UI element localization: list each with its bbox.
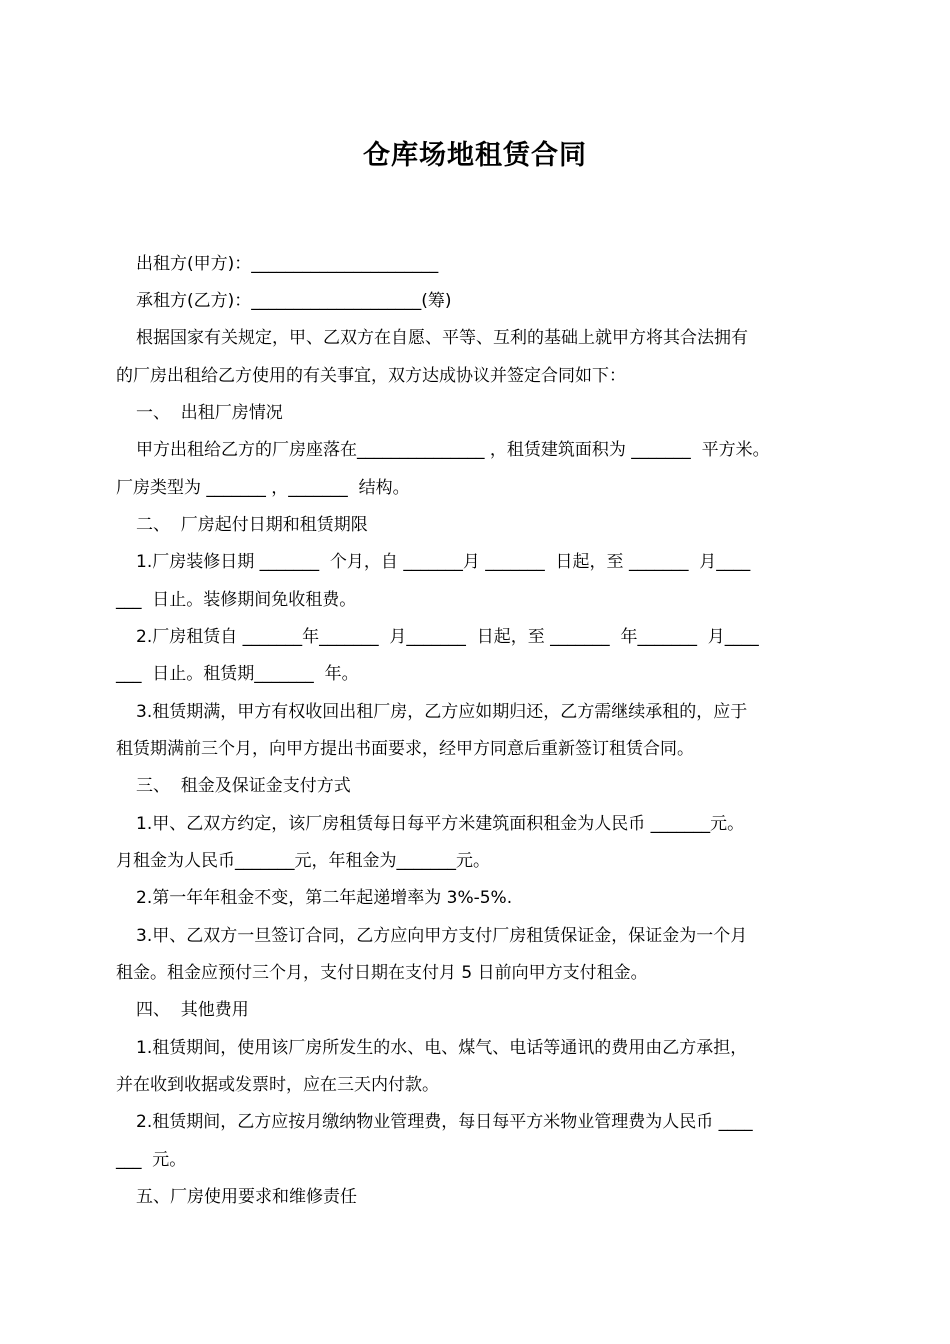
paragraph-line: 租赁期满前三个月，向甲方提出书面要求，经甲方同意后重新签订租赁合同。: [116, 739, 694, 759]
paragraph-line: 1.甲、乙双方约定，该厂房租赁每日每平方米建筑面积租金为人民币 _______元。: [136, 814, 745, 834]
paragraph-line: 2.租赁期间，乙方应按月缴纳物业管理费，每日每平方米物业管理费为人民币 ____: [136, 1112, 753, 1132]
paragraph-line: 1.租赁期间，使用该厂房所发生的水、电、煤气、电话等通讯的费用由乙方承担，: [136, 1038, 748, 1058]
lessee-line: 承租方(乙方)：____________________(筹): [136, 291, 452, 311]
paragraph-line: 厂房类型为 _______ ，_______ 结构。: [116, 478, 410, 498]
paragraph-line: 2.第一年年租金不变，第二年起递增率为 3%-5%.: [136, 888, 513, 908]
paragraph-line: 1.厂房装修日期 _______ 个月，自 _______月 _______ 日起，至 _______ 月____: [136, 552, 751, 572]
paragraph-line: 甲方出租给乙方的厂房座落在_______________ ，租赁建筑面积为 _______ 平方米。: [136, 440, 770, 460]
paragraph-line: 租金。租金应预付三个月，支付日期在支付月 5 日前向甲方支付租金。: [116, 963, 648, 983]
paragraph-line: 并在收到收据或发票时，应在三天内付款。: [116, 1075, 439, 1095]
section-heading-2: 二、 厂房起付日期和租赁期限: [136, 515, 368, 535]
paragraph-line: 3.甲、乙双方一旦签订合同，乙方应向甲方支付厂房租赁保证金，保证金为一个月: [136, 926, 748, 946]
section-heading-3: 三、 租金及保证金支付方式: [136, 776, 351, 796]
preamble-line-1: 根据国家有关规定，甲、乙双方在自愿、平等、互利的基础上就甲方将其合法拥有: [136, 328, 748, 348]
preamble-line-2: 的厂房出租给乙方使用的有关事宜，双方达成协议并签定合同如下：: [116, 366, 626, 386]
lessor-line: 出租方(甲方)：______________________: [136, 254, 439, 274]
document-title: 仓库场地租赁合同: [363, 140, 587, 171]
paragraph-line: ___ 元。: [116, 1150, 187, 1170]
paragraph-line: 月租金为人民币_______元，年租金为_______元。: [116, 851, 490, 871]
paragraph-line: ___ 日止。装修期间免收租费。: [116, 590, 357, 610]
section-heading-1: 一、 出租厂房情况: [136, 403, 283, 423]
section-heading-5: 五、厂房使用要求和维修责任: [136, 1187, 357, 1207]
paragraph-line: ___ 日止。租赁期_______ 年。: [116, 664, 359, 684]
paragraph-line: 3.租赁期满，甲方有权收回出租厂房，乙方应如期归还，乙方需继续承租的，应于: [136, 702, 748, 722]
paragraph-line: 2.厂房租赁自 _______年_______ 月_______ 日起，至 _______ 年_______ 月____: [136, 627, 759, 647]
section-heading-4: 四、 其他费用: [136, 1000, 249, 1020]
